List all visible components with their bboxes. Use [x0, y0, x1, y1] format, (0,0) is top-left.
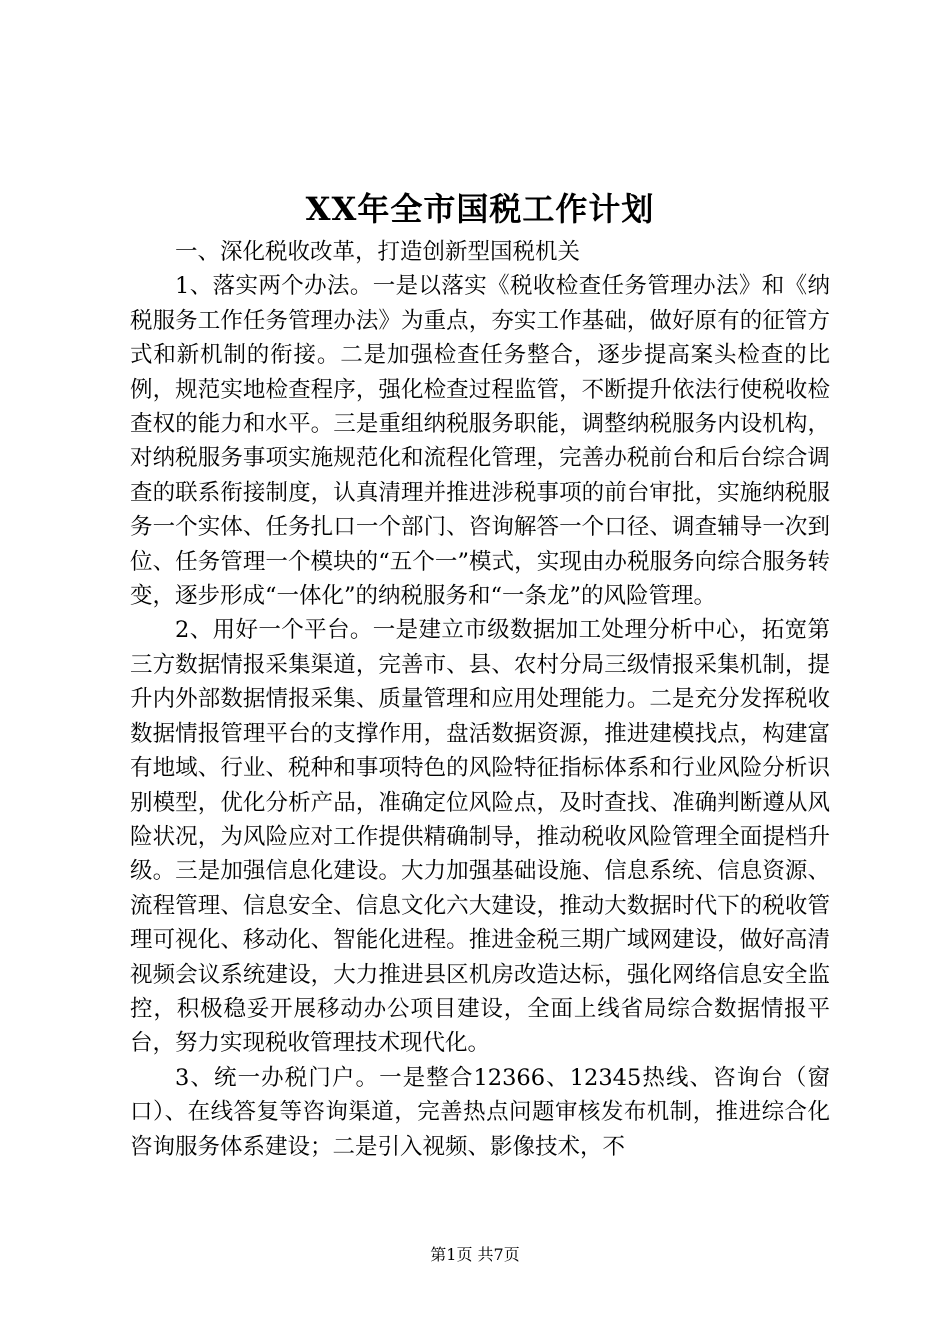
paragraph-2: 2、用好一个平台。一是建立市级数据加工处理分析中心，拓宽第三方数据情报采集渠道，完善市、县、农村分局三级情报采集机制，提升内外部数据情报采集、质量管理和应用处理能力。二是充分发挥税收数据情报管理平台的支撑作用，盘活数据资源，推进建模找点，构建富有地域、行业、税种和事项特色的风险特征指标体系和行业风险分析识别模型，优化分析产品，准确定位风险点，及时查找、准确判断遵从风险状况，为风险应对工作提供精确制导，推动税收风险管理全面提档升级。三是加强信息化建设。大力加强基础设施、信息系统、信息资源、流程管理、信息安全、信息文化六大建设，推动大数据时代下的税收管理可视化、移动化、智能化进程。推进金税三期广域网建设，做好高清视频会议系统建设，大力推进县区机房改造达标，强化网络信息安全监控，积极稳妥开展移动办公项目建设，全面上线省局综合数据情报平台，努力实现税收管理技术现代化。	[130, 617, 830, 1057]
paragraph-1: 1、落实两个办法。一是以落实《税收检查任务管理办法》和《纳税服务工作任务管理办法》为重点，夯实工作基础，做好原有的征管方式和新机制的衔接。二是加强检查任务整合，逐步提高案头检查的比例，规范实地检查程序，强化检查过程监管，不断提升依法行使税收检查权的能力和水平。三是重组纳税服务职能，调整纳税服务内设机构，对纳税服务事项实施规范化和流程化管理，完善办税前台和后台综合调查的联系衔接制度，认真清理并推进涉税事项的前台审批，实施纳税服务一个实体、任务扎口一个部门、咨询解答一个口径、调查辅导一次到位、任务管理一个模块的“五个一”模式，实现由办税服务向综合服务转变，逐步形成“一体化”的纳税服务和“一条龙”的风险管理。	[130, 273, 830, 610]
document-page	[130, 185, 830, 1164]
page-footer: 第1页 共7页	[430, 1245, 520, 1264]
paragraph-3: 3、统一办税门户。一是整合12366、12345热线、咨询台（窗口）、在线答复等咨询渠道，完善热点问题审核发布机制，推进综合化咨询服务体系建设；二是引入视频、影像技术，不	[130, 1064, 830, 1160]
document-title: XX年全市国税工作计划	[305, 190, 655, 228]
section-heading: 一、深化税收改革，打造创新型国税机关	[175, 239, 581, 265]
